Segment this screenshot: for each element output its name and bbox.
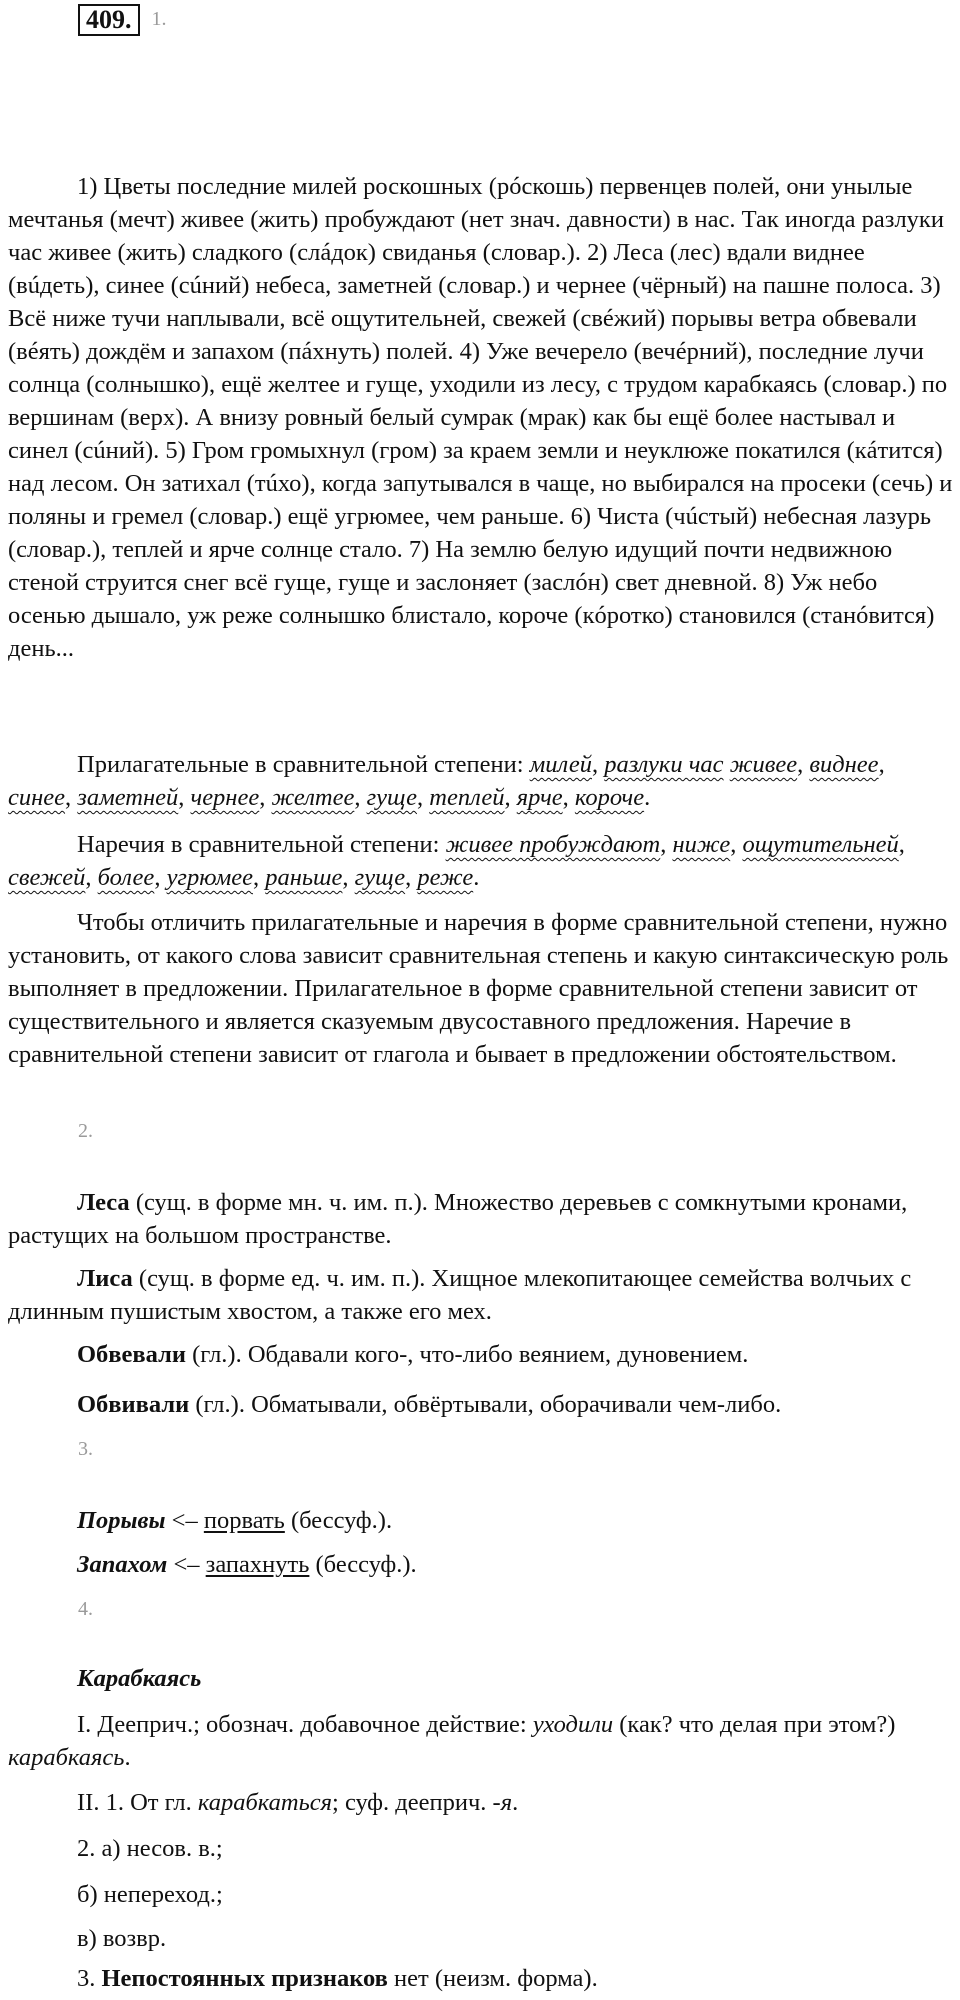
morpheme-note: (бессуф.). <box>284 1507 393 1534</box>
definition-word: Лиса <box>77 1265 133 1292</box>
part-2-label: 2. <box>78 1120 93 1142</box>
adverb-word: ощутительней <box>742 831 899 858</box>
definition-word: Леса <box>77 1189 130 1216</box>
adverb-word: угрюмее <box>166 864 253 891</box>
parse-title-text: Карабкаясь <box>77 1665 202 1692</box>
parse-italic: карабкаясь <box>8 1744 125 1771</box>
adverb-word: гуще <box>354 864 406 891</box>
explanation-paragraph: Чтобы отличить прилагательные и наречия в форме сравнительной степени, нужно установить, от какого слова зависит сравнительная степень и какую синтаксическую роль выполняет в предложении. Прилагательное в форме сравнительной степени зависит от существительного и является сказуемым двусоставного предложения. Наречие в сравнительной степени зависит от глагола и бывает в предложении обстоятельством. <box>8 909 949 1068</box>
exercise-header <box>78 4 167 36</box>
parse-line-1 <box>8 1708 953 1774</box>
adverb-word: свежей <box>8 864 86 891</box>
parse-text: нет (неизм. форма). <box>387 1965 598 1992</box>
definition-word: Обвевали <box>77 1341 186 1368</box>
definition-entry <box>8 1186 953 1252</box>
part-4-label: 4. <box>78 1598 93 1620</box>
parse-line-6 <box>8 1962 953 1995</box>
definition-word: Обвивали <box>77 1391 190 1418</box>
parse-text: . <box>124 1744 131 1771</box>
morpheme-word: Порывы <box>77 1507 166 1534</box>
morpheme-word: Запахом <box>77 1551 168 1578</box>
adjectives-lead: Прилагательные в сравнительной степени: <box>77 751 524 778</box>
exercise-number: 409. <box>78 4 140 36</box>
adverb-word: ниже <box>672 831 731 858</box>
parse-italic: уходили <box>532 1711 614 1738</box>
adverbs-line: Наречия в сравнительной степени: живее пробуждают, ниже, ощутительней, свежей, более, угрюмее, раньше, гуще, реже. <box>8 831 905 891</box>
adverb-word: раньше <box>265 864 343 891</box>
parse-text: . <box>512 1789 519 1816</box>
adjective-word: виднее <box>809 751 879 778</box>
parse-line-5: в) возвр. <box>77 1925 167 1952</box>
adjective-word: желтее <box>271 784 355 811</box>
parse-title <box>8 1662 953 1695</box>
definition-text: (сущ. в форме мн. ч. им. п.). Множество деревьев с сомкнутыми кронами, растущих на большом пространстве. <box>8 1189 908 1249</box>
adjective-word: заметней <box>77 784 179 811</box>
parse-text: ; суф. дееприч. <box>332 1789 493 1816</box>
part-1-label: 1. <box>151 8 167 30</box>
parse-line-3: 2. а) несов. в.; <box>77 1835 223 1862</box>
adjective-word: теплей <box>429 784 505 811</box>
morpheme-note: (бессуф.). <box>309 1551 417 1578</box>
parse-text: II. 1. От гл. <box>77 1789 198 1816</box>
definition-entry <box>8 1388 953 1421</box>
parse-line-2 <box>8 1786 953 1819</box>
adverbs-lead: Наречия в сравнительной степени: <box>77 831 440 858</box>
parse-text: I. Дееприч.; обознач. добавочное действие: <box>77 1711 533 1738</box>
definition-text: (сущ. в форме ед. ч. им. п.). Хищное млекопитающее семейства волчьих с длинным пушистым хвостом, а также его мех. <box>8 1265 912 1325</box>
definition-entry <box>8 1338 953 1371</box>
definition-entry <box>8 1262 953 1328</box>
adjective-word: разлуки час <box>604 751 724 778</box>
exercise-text: 1) Цветы последние милей роскошных (рóскошь) первенцев полей, они унылые мечтанья (мечт) живее (жить) пробуждают (нет знач. давности) в нас. Так иногда разлуки час живее (жить) сладкого (слáдок) свиданья (словар.). 2) Леса (лес) вдали виднее (вúдеть), синее (сúний) небеса, заметней (словар.) и чернее (чёрный) на пашне полоса. 3) Всё ниже тучи наплывали, всё ощутительней, свежей (свéжий) порывы ветра обвевали (вéять) дождём и запахом (пáхнуть) полей. 4) Уже вечерело (вечéрний), последние лучи солнца (солнышко), ещё желтее и гуще, уходили из лесу, с трудом карабкаясь (словар.) по вершинам (верх). А внизу ровный белый сумрак (мрак) как бы ещё более настывал и синел (сúний). 5) Гром громыхнул (гром) за краем земли и неуклюже покатился (кáтится) над лесом. Он затихал (тúхо), когда запутывался в чаще, но выбирался на просеки (сечь) и поляны и гремел (словар.) ещё угрюмее, чем раньше. 6) Чиста (чúстый) небесная лазурь (словар.), теплей и ярче солнце стало. 7) На землю белую идущий почти недвижною стеной струится снег всё гуще, гуще и заслоняет (заслóн) свет дневной. 8) Уж небо осенью дышало, уж реже солнышко блистало, короче (кóротко) становился (станóвится) день... <box>8 173 953 662</box>
parse-text: 3. <box>77 1965 102 1992</box>
parse-italic: карабкаться <box>197 1789 333 1816</box>
adjective-word: ярче <box>516 784 563 811</box>
adverb-word: живее пробуждают <box>445 831 661 858</box>
adjective-word: короче <box>574 784 645 811</box>
morpheme-entry <box>8 1548 953 1581</box>
adjective-word: живее <box>729 751 798 778</box>
morpheme-entry <box>8 1504 953 1537</box>
part-3-label: 3. <box>78 1438 93 1460</box>
parse-line-4: б) непереход.; <box>77 1881 223 1908</box>
parse-text: (как? что делая при этом?) <box>613 1711 896 1738</box>
arrow-sign: <– <box>167 1551 206 1578</box>
adjective-word: милей <box>529 751 592 778</box>
root-word: порвать <box>203 1507 285 1534</box>
definition-text: (гл.). Обдавали кого-, что-либо веянием, дуновением. <box>185 1341 749 1368</box>
adjective-word: чернее <box>190 784 260 811</box>
adverb-word: реже <box>417 864 474 891</box>
root-word: запахнуть <box>205 1551 310 1578</box>
adverb-word: более <box>97 864 155 891</box>
adjective-word: гуще <box>366 784 417 811</box>
arrow-sign: <– <box>165 1507 204 1534</box>
parse-bold: Непостоянных признаков <box>101 1965 388 1992</box>
definition-text: (гл.). Обматывали, обвёртывали, оборачивали чем-либо. <box>189 1391 782 1418</box>
adjective-word: синее <box>8 784 66 811</box>
parse-italic: -я <box>492 1789 513 1816</box>
adjectives-line: Прилагательные в сравнительной степени: милей, разлуки час живее, виднее, синее, заметней, чернее, желтее, гуще, теплей, ярче, короче. <box>8 751 885 811</box>
